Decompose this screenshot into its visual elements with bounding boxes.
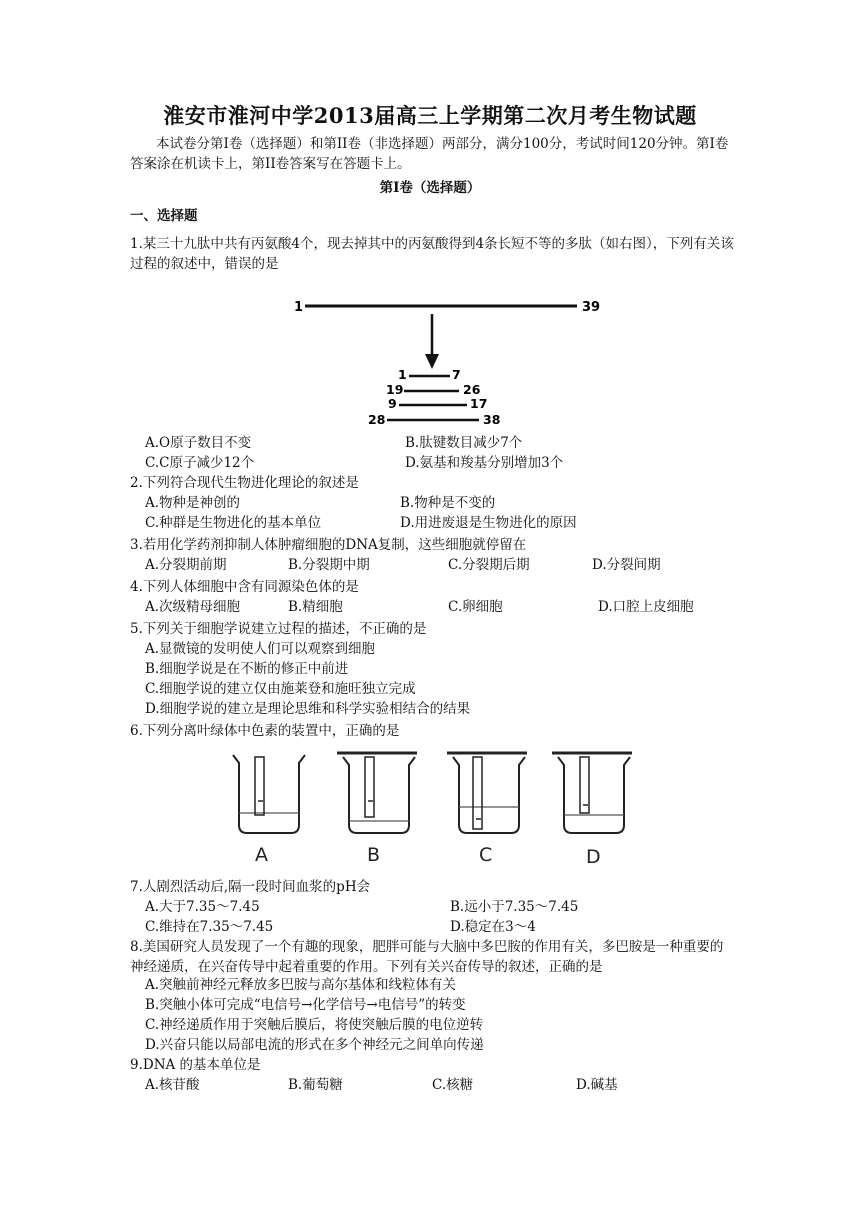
q9-option-a: A.核苷酸 <box>145 1077 200 1093</box>
q1-frag3-end: 17 <box>470 396 488 411</box>
q4-option-a: A.次级精母细胞 <box>145 599 241 615</box>
q7-option-b: B.远小于7.35～7.45 <box>450 899 579 915</box>
exam-intro: 本试卷分第Ⅰ卷（选择题）和第II卷（非选择题）两部分，满分100分，考试时间120分钟。第Ⅰ卷答案涂在机读卡上，第II卷答案写在答题卡上。 <box>130 136 729 172</box>
q8-option-a: A.突触前神经元释放多巴胺与高尔基体和线粒体有关 <box>145 977 457 993</box>
q1-frag1-end: 7 <box>452 367 461 382</box>
q1-frag1-start: 1 <box>398 367 407 382</box>
q9-option-c: C.核糖 <box>432 1077 474 1093</box>
q8-stem: 8.美国研究人员发现了一个有趣的现象，肥胖可能与大脑中多巴胺的作用有关，多巴胺是一种重要的神经递质，在兴奋传导中起着重要的作用。下列有关兴奋传导的叙述，正确的是 <box>130 939 724 975</box>
q9-stem: 9.DNA 的基本单位是 <box>130 1057 261 1073</box>
q1-frag2-end: 26 <box>463 382 481 397</box>
q6-label-d: D <box>586 846 601 868</box>
q6-label-a: A <box>255 844 268 866</box>
beaker-c <box>447 753 527 866</box>
q6-label-c: C <box>479 844 493 866</box>
q9-option-d: D.碱基 <box>576 1077 618 1093</box>
q1-arrow-head <box>425 354 439 369</box>
exam-title: 淮安市淮河中学2013届高三上学期第二次月考生物试题 <box>163 103 697 128</box>
q6-apparatus-figure <box>225 745 645 873</box>
q7-stem: 7.人剧烈活动后,隔一段时间血浆的pH会 <box>130 879 371 895</box>
q1-stem: 1.某三十九肽中共有丙氨酸4个，现去掉其中的丙氨酸得到4条长短不等的多肽（如右图），下列有关该过程的叙述中，错误的是 <box>130 236 734 272</box>
q4-option-d: D.口腔上皮细胞 <box>598 599 694 615</box>
q5-option-d: D.细胞学说的建立是理论思维和科学实验相结合的结果 <box>145 701 471 717</box>
q1-frag3-start: 9 <box>388 396 397 411</box>
q4-stem: 4.下列人体细胞中含有同源染色体的是 <box>130 579 359 595</box>
q9-option-b: B.葡萄糖 <box>288 1077 343 1093</box>
q1-top-start-label: 1 <box>294 300 304 315</box>
q3-option-a: A.分裂期前期 <box>145 557 227 573</box>
beaker-a <box>233 755 305 866</box>
q2-stem: 2.下列符合现代生物进化理论的叙述是 <box>130 475 359 491</box>
q3-option-c: C.分裂期后期 <box>448 557 530 573</box>
q6-label-b: B <box>367 844 381 866</box>
q2-option-d: D.用进废退是生物进化的原因 <box>400 515 577 531</box>
q1-top-end-label: 39 <box>582 300 601 315</box>
q3-stem: 3.若用化学药剂抑制人体肿瘤细胞的DNA复制，这些细胞就停留在 <box>130 537 527 553</box>
q2-option-c: C.种群是生物进化的基本单位 <box>145 515 322 531</box>
q2-option-a: A.物种是神创的 <box>145 495 241 511</box>
q7-option-c: C.维持在7.35～7.45 <box>145 919 274 935</box>
q1-option-b: B.肽键数目减少7个 <box>405 435 523 451</box>
q5-option-c: C.细胞学说的建立仅由施莱登和施旺独立完成 <box>145 681 416 697</box>
beaker-d <box>552 753 632 868</box>
q8-option-b: B.突触小体可完成“电信号→化学信号→电信号”的转变 <box>145 997 466 1013</box>
q1-option-c: C.C原子减少12个 <box>145 455 255 471</box>
q4-option-c: C.卵细胞 <box>448 599 503 615</box>
q6-stem: 6.下列分离叶绿体中色素的装置中，正确的是 <box>130 723 400 739</box>
q7-option-d: D.稳定在3～4 <box>450 919 536 935</box>
q2-option-b: B.物种是不变的 <box>400 495 496 511</box>
beaker-b <box>337 753 417 866</box>
section-title: 第Ⅰ卷（选择题） <box>379 180 481 196</box>
part-heading: 一、选择题 <box>130 208 198 224</box>
q5-stem: 5.下列关于细胞学说建立过程的描述，不正确的是 <box>130 621 427 637</box>
q1-peptide-diagram <box>280 290 610 435</box>
q1-frag2-start: 19 <box>386 382 404 397</box>
q4-option-b: B.精细胞 <box>288 599 343 615</box>
q1-frag4-end: 38 <box>483 412 501 427</box>
q8-option-d: D.兴奋只能以局部电流的形式在多个神经元之间单向传递 <box>145 1037 484 1053</box>
q3-option-b: B.分裂期中期 <box>288 557 370 573</box>
q1-frag4-start: 28 <box>368 412 386 427</box>
q7-option-a: A.大于7.35～7.45 <box>145 899 260 915</box>
q1-option-d: D.氨基和羧基分别增加3个 <box>405 455 564 471</box>
q5-option-b: B.细胞学说是在不断的修正中前进 <box>145 661 349 677</box>
q1-option-a: A.O原子数目不变 <box>145 435 252 451</box>
q5-option-a: A.显微镜的发明使人们可以观察到细胞 <box>145 641 376 657</box>
q3-option-d: D.分裂间期 <box>592 557 661 573</box>
q8-option-c: C.神经递质作用于突触后膜后，将使突触后膜的电位逆转 <box>145 1017 484 1033</box>
